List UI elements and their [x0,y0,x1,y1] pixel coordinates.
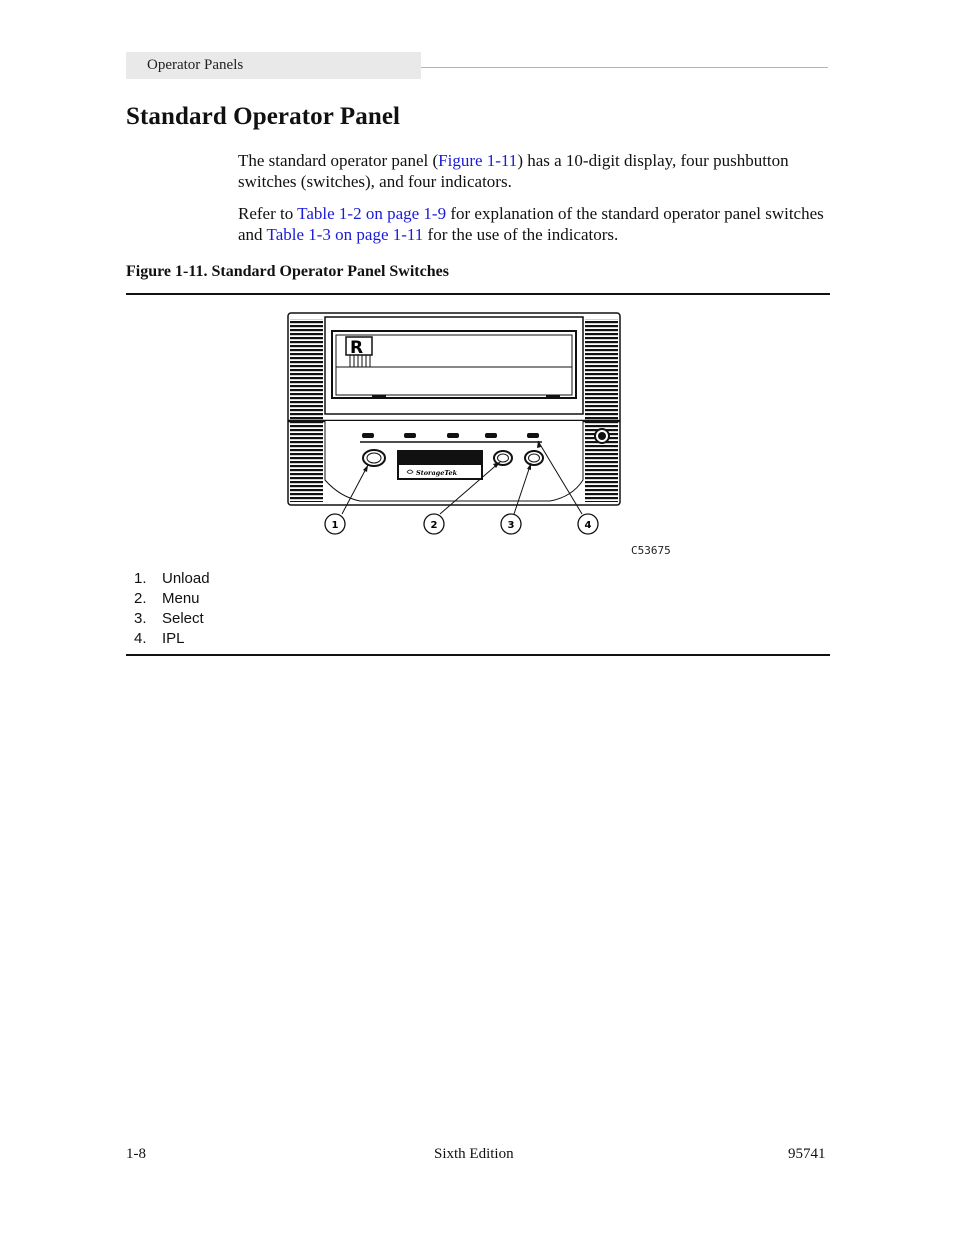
footer-edition: Sixth Edition [434,1146,514,1162]
table-link-switches[interactable]: Table 1-2 on page 1-9 [297,204,447,223]
legend-item [134,569,210,589]
right-vent-grille [585,319,618,502]
unload-switch-inner [367,453,381,463]
figure-link[interactable]: Figure 1-11 [438,151,518,170]
table-link-indicators[interactable]: Table 1-3 on page 1-11 [266,224,424,244]
refer-paragraph [238,204,830,245]
running-header: Operator Panels [126,52,421,79]
header-rule [421,67,828,68]
callout-3 [501,514,521,534]
figure-top-rule [126,293,830,295]
operator-panel-illustration [280,305,630,545]
legend-item [134,609,210,629]
intro-text-2: ) has a 10-digit display, four pushbutton switches (switches), and four indicators. [238,151,789,191]
refer-text-1: Refer to [238,204,298,223]
svg-text:3: 3 [507,520,515,531]
footer-doc-number: 95741 [788,1146,826,1162]
legend-number: 3. [134,610,147,627]
refer-text-3: for the use of the indicators. [423,224,619,244]
cartridge-mark: R [350,338,364,358]
figure-bottom-rule [126,654,830,656]
figure-caption: Figure 1-11. Standard Operator Panel Switches [126,263,449,280]
brand-logo: StorageTek [416,469,458,477]
legend-number: 4. [134,630,147,647]
callout-2 [424,514,444,534]
slot-foot-left [372,395,386,398]
slot-foot-right [546,395,560,398]
callout-1 [325,514,345,534]
figure-id: C53675 [631,544,671,557]
indicator-2 [404,433,416,438]
legend-item [134,589,210,609]
left-vent-grille [290,319,323,502]
select-switch-inner [498,454,509,462]
legend-label: Select [162,610,204,627]
footer-page-number: 1-8 [126,1146,146,1162]
svg-text:2: 2 [430,520,438,531]
legend-label: Menu [162,590,200,607]
indicator-1 [362,433,374,438]
intro-text-1: The standard operator panel ( [238,151,439,170]
intro-paragraph [238,151,830,192]
ipl-switch-inner [529,454,540,462]
legend-number: 1. [134,570,147,587]
indicator-5 [527,433,539,438]
indicator-4 [485,433,497,438]
refer-text-2: for explanation of the standard operator panel switches and [238,204,824,244]
figure-legend [134,569,210,649]
page-title: Standard Operator Panel [126,103,401,130]
legend-label: IPL [162,630,185,647]
legend-label: Unload [162,570,210,587]
legend-number: 2. [134,590,147,607]
legend-item [134,629,210,649]
power-dot-icon [598,432,606,440]
callout-4 [578,514,598,534]
svg-text:1: 1 [331,520,339,531]
indicator-3 [447,433,459,438]
svg-text:4: 4 [584,520,592,531]
